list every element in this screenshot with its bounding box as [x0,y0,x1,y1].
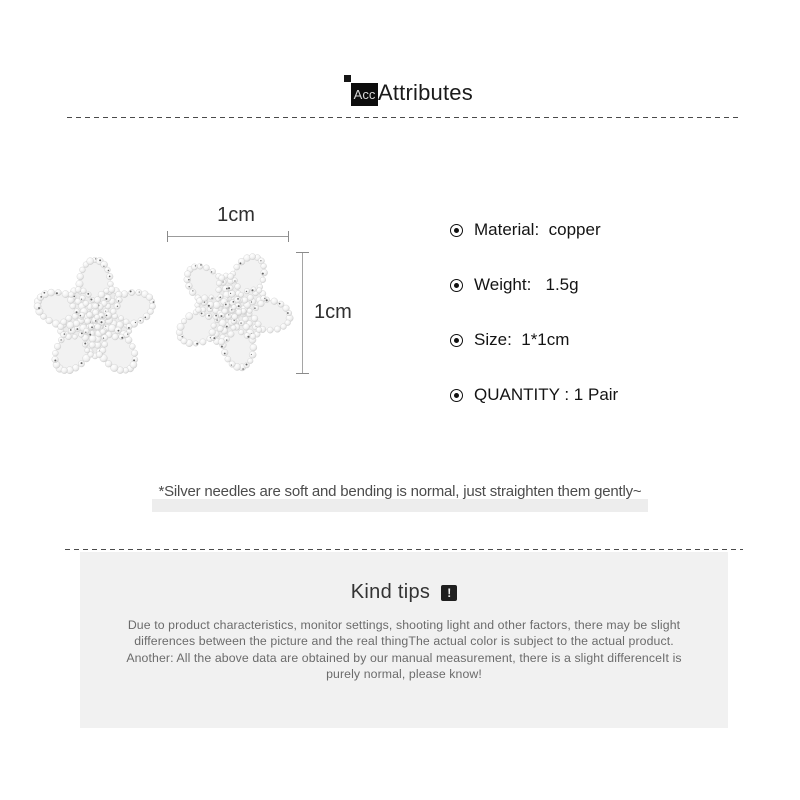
attribute-list [450,219,618,439]
width-dimension-tick-right [288,231,289,242]
attribute-row-material [450,219,618,241]
attribute-row-size [450,329,618,351]
attribute-row-weight [450,274,618,296]
kind-tips-body [80,617,728,683]
tips-line: differences between the picture and the real thingThe actual color is subject to the actual product. [134,634,674,649]
attribute-row-quantity [450,384,618,406]
exclamation-icon: ! [441,585,457,601]
circle-dot-icon [450,224,463,237]
kind-tips-box [80,552,728,728]
width-dimension-tick-left [167,231,168,242]
earrings-photo [20,235,320,395]
kind-tips-title: Kind tips [350,581,431,603]
top-dashed-divider [67,117,738,118]
tips-line: purely normal, please know! [326,667,482,682]
height-dimension-tick-bottom [296,373,309,374]
acc-badge: Acc [351,83,378,106]
height-dimension-label: 1cm [314,301,352,323]
circle-dot-icon [450,279,463,292]
note-highlight-band [152,499,648,512]
kind-tips-title-row [80,581,728,604]
bottom-dashed-divider [65,549,743,550]
circle-dot-icon [450,389,463,402]
width-dimension-label: 1cm [217,204,255,226]
attribute-text: Material: copper [474,220,601,239]
decor-square-icon [344,75,351,82]
tips-line: Due to product characteristics, monitor settings, shooting light and other factors, there may be slight [127,618,681,632]
height-dimension-line [302,252,303,374]
height-dimension-tick-top [296,252,309,253]
silver-needle-note: *Silver needles are soft and bending is normal, just straighten them gently~ [158,483,642,500]
circle-dot-icon [450,334,463,347]
width-dimension-line [168,236,289,237]
tips-line: Another: All the above data are obtained by our manual measurement, there is a slight differenceIt is [126,650,682,665]
attribute-text: Size: 1*1cm [474,330,570,349]
page-title: Attributes [378,80,473,105]
attribute-text: Weight: 1.5g [474,275,579,294]
attribute-text: QUANTITY : 1 Pair [474,385,619,404]
